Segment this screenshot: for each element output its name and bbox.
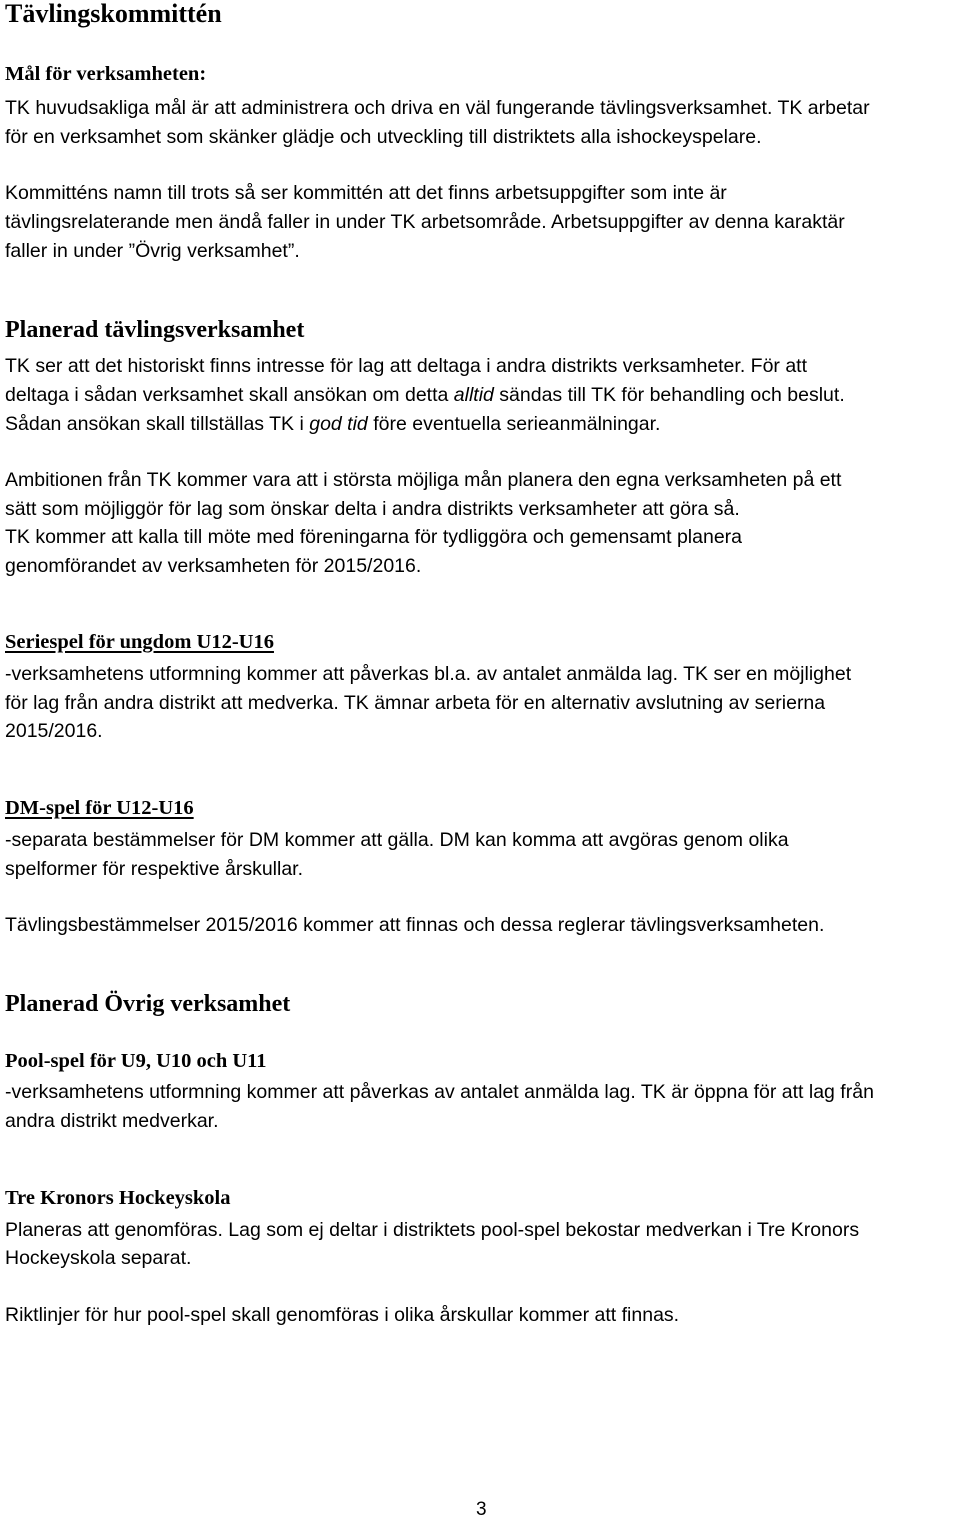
planned-competition-para1-line: TK ser att det historiskt finns intresse för lag att deltaga i andra distrikts verksamheter. För att	[5, 355, 808, 377]
text-run: sändas till TK för behandling och beslut.	[493, 384, 845, 406]
series-youth-line: för lag från andra distrikt att medverka. TK ämnar arbeta för en alternativ avslutning av serierna	[5, 692, 826, 714]
planned-competition-para2-line: genomförandet av verksamheten för 2015/2016.	[5, 555, 422, 577]
series-youth-line: 2015/2016.	[5, 720, 103, 742]
planned-other-heading: Planerad Övrig verksamhet	[5, 991, 291, 1017]
planned-competition-para1-line	[5, 381, 845, 410]
dm-games-line: -separata bestämmelser för DM kommer att gälla. DM kan komma att avgöras genom olika	[5, 829, 789, 851]
text-run: före eventuella serieanmälningar.	[367, 413, 661, 435]
document-title: Tävlingskommittén	[5, 0, 222, 28]
text-run: deltaga i sådan verksamhet skall ansökan om detta	[5, 384, 454, 406]
pool-games-line: andra distrikt medverkar.	[5, 1110, 219, 1132]
goals-para1-line: TK huvudsakliga mål är att administrera och driva en väl fungerande tävlingsverksamhet. TK arbetar	[5, 97, 870, 119]
hockey-school-line: Planeras att genomföras. Lag som ej deltar i distriktets pool-spel bekostar medverkan i Tre Kronors	[5, 1219, 860, 1241]
dm-games-line: spelformer för respektive årskullar.	[5, 858, 304, 880]
emphasis-god-tid: god tid	[309, 413, 368, 435]
goals-para2-line: Kommitténs namn till trots så ser kommittén att det finns arbetsuppgifter som inte är	[5, 182, 727, 204]
page-number: 3	[476, 1499, 487, 1520]
series-youth-line: -verksamhetens utformning kommer att påverkas bl.a. av antalet anmälda lag. TK ser en möjlighet	[5, 663, 852, 685]
hockey-school-line: Hockeyskola separat.	[5, 1247, 192, 1269]
dm-rules-line: Tävlingsbestämmelser 2015/2016 kommer att finnas och dessa reglerar tävlingsverksamheten.	[5, 914, 825, 936]
dm-games-heading: DM-spel för U12-U16	[5, 797, 194, 819]
pool-games-line: -verksamhetens utformning kommer att påverkas av antalet anmälda lag. TK är öppna för att lag från	[5, 1081, 874, 1103]
goals-heading: Mål för verksamheten:	[5, 63, 207, 85]
pool-games-heading: Pool-spel för U9, U10 och U11	[5, 1050, 267, 1072]
text-run: Sådan ansökan skall tillställas TK i	[5, 413, 310, 435]
planned-competition-para2-line: TK kommer att kalla till möte med föreningarna för tydliggöra och gemensamt planera	[5, 526, 743, 548]
hockey-school-heading: Tre Kronors Hockeyskola	[5, 1187, 231, 1209]
goals-para2-line: faller in under ”Övrig verksamhet”.	[5, 240, 300, 262]
planned-competition-heading: Planerad tävlingsverksamhet	[5, 317, 305, 343]
series-youth-heading: Seriespel för ungdom U12-U16	[5, 631, 274, 653]
emphasis-alltid: alltid	[453, 384, 494, 406]
guidelines-line: Riktlinjer för hur pool-spel skall genomföras i olika årskullar kommer att finnas.	[5, 1304, 680, 1326]
planned-competition-para1-line	[5, 410, 660, 439]
goals-para2-line: tävlingsrelaterande men ändå faller in under TK arbetsområde. Arbetsuppgifter av denna karaktär	[5, 211, 845, 233]
planned-competition-para2-line: Ambitionen från TK kommer vara att i största möjliga mån planera den egna verksamheten på ett	[5, 469, 842, 491]
goals-para1-line: för en verksamhet som skänker glädje och utveckling till distriktets alla ishockeyspelare.	[5, 126, 762, 148]
planned-competition-para2-line: sätt som möjliggör för lag som önskar delta i andra distrikts verksamheter att göra så.	[5, 498, 740, 520]
